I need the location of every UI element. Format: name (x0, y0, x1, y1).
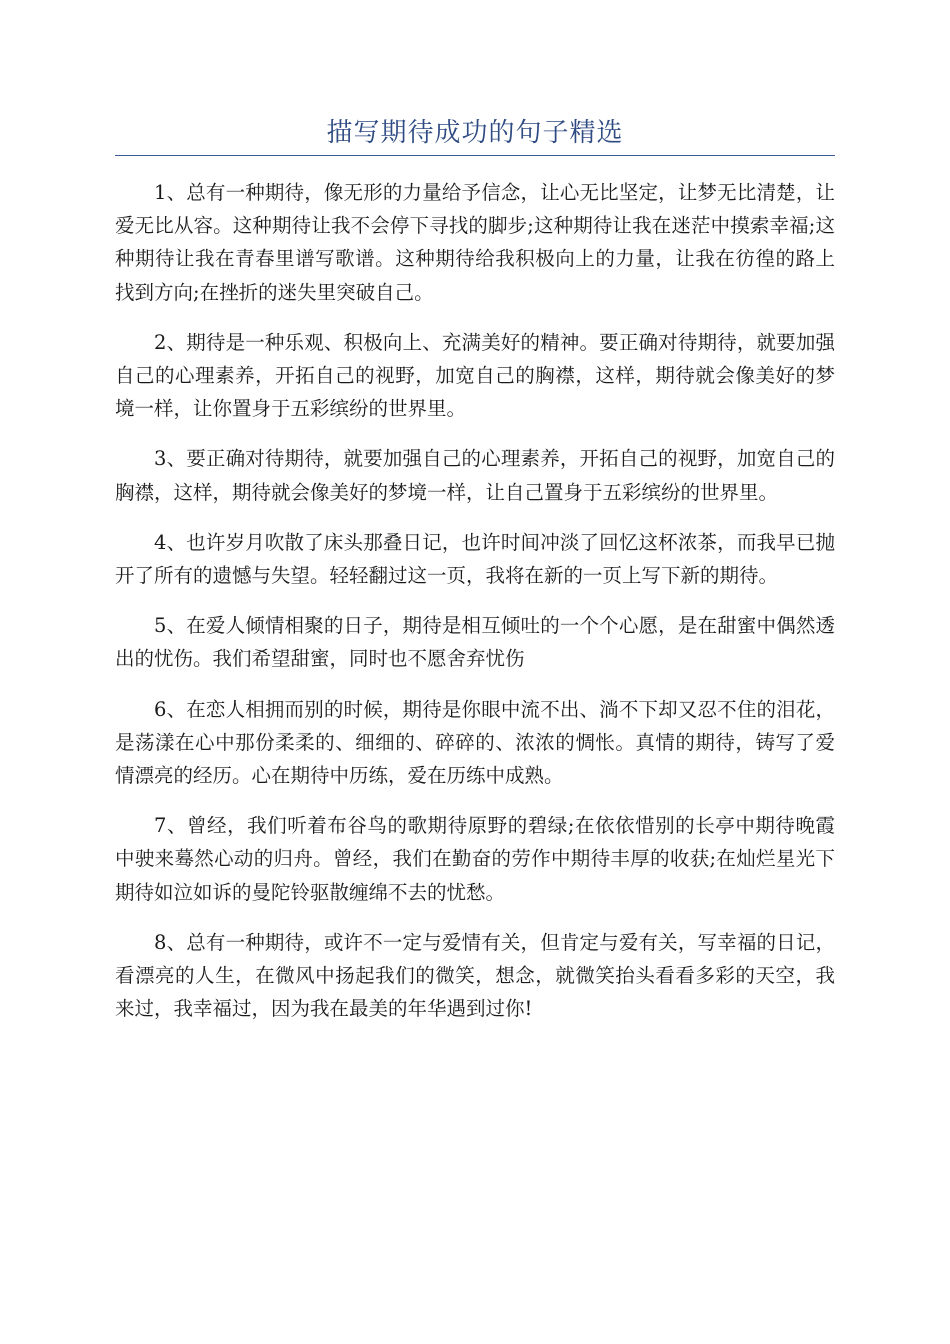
paragraph-2: 2、期待是一种乐观、积极向上、充满美好的精神。要正确对待期待，就要加强自己的心理素养，开拓自己的视野，加宽自己的胸襟，这样，期待就会像美好的梦境一样，让你置身于五彩缤纷的世界里。 (115, 330, 835, 421)
paragraph-3: 3、要正确对待期待，就要加强自己的心理素养，开拓自己的视野，加宽自己的胸襟，这样，期待就会像美好的梦境一样，让自己置身于五彩缤纷的世界里。 (115, 447, 835, 504)
document-body (115, 176, 835, 1025)
paragraph-5: 5、在爱人倾情相聚的日子，期待是相互倾吐的一个个心愿，是在甜蜜中偶然透出的忧伤。我们希望甜蜜，同时也不愿舍弃忧伤 (115, 614, 835, 671)
title-underline (115, 155, 835, 156)
document-page (115, 0, 835, 1042)
paragraph-4: 4、也许岁月吹散了床头那叠日记，也许时间冲淡了回忆这杯浓茶，而我早已抛开了所有的遗憾与失望。轻轻翻过这一页，我将在新的一页上写下新的期待。 (115, 530, 835, 588)
paragraph-8: 8、总有一种期待，或许不一定与爱情有关，但肯定与爱有关，写幸福的日记，看漂亮的人生，在微风中扬起我们的微笑，想念，就微笑抬头看看多彩的天空，我来过，我幸福过，因为我在最美的年华遇到过你! (115, 930, 835, 1021)
paragraph-1: 1、总有一种期待，像无形的力量给予信念，让心无比坚定，让梦无比清楚，让爱无比从容。这种期待让我不会停下寻找的脚步;这种期待让我在迷茫中摸索幸福;这种期待让我在青春里谱写歌谱。这种期待给我积极向上的力量，让我在彷徨的路上找到方向;在挫折的迷失里突破自己。 (115, 181, 835, 304)
paragraph-6: 6、在恋人相拥而别的时候，期待是你眼中流不出、淌不下却又忍不住的泪花，是荡漾在心中那份柔柔的、细细的、碎碎的、浓浓的惆怅。真情的期待，铸写了爱情漂亮的经历。心在期待中历练，爱在历练中成熟。 (115, 697, 835, 788)
page-title: 描写期待成功的句子精选 (326, 118, 624, 148)
paragraph-7: 7、曾经，我们听着布谷鸟的歌期待原野的碧绿;在依依惜别的长亭中期待晚霞中驶来蓦然心动的归舟。曾经，我们在勤奋的劳作中期待丰厚的收获;在灿烂星光下期待如泣如诉的曼陀铃驱散缠绵不去的忧愁。 (115, 814, 835, 904)
